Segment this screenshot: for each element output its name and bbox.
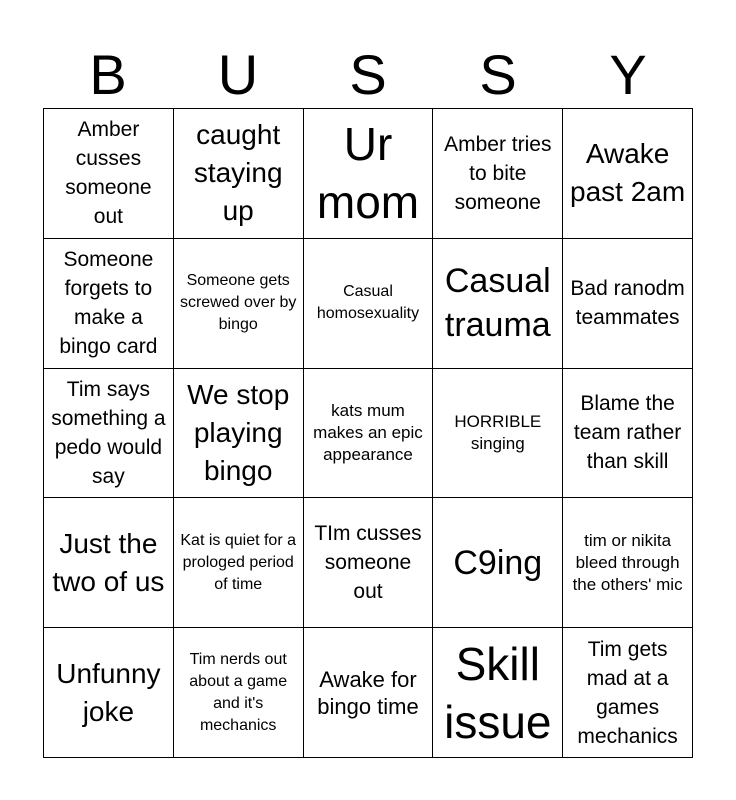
bingo-cell[interactable] (563, 109, 693, 239)
bingo-cell[interactable] (563, 369, 693, 499)
bingo-cell[interactable] (174, 239, 304, 369)
bingo-cell-text: Kat is quiet for a prologed period of time (180, 531, 296, 593)
bingo-cell[interactable] (563, 498, 693, 628)
bingo-cell[interactable] (174, 628, 304, 758)
bingo-cell-text: Tim nerds out about a game and it's mechanics (189, 650, 288, 734)
bingo-cell-text: Amber cusses someone out (65, 118, 152, 229)
bingo-cell[interactable] (304, 369, 434, 499)
bingo-cell-text: tim or nikita bleed through the others' mic (572, 530, 683, 594)
bingo-cell[interactable] (44, 109, 174, 239)
bingo-cell-text: HORRIBLE singing (454, 411, 542, 453)
bingo-cell-text: Awake past 2am (570, 138, 686, 208)
bingo-cell[interactable] (174, 498, 304, 628)
bingo-cell-text: Tim gets mad at a games mechanics (577, 637, 678, 748)
bingo-header (43, 42, 693, 108)
header-letter-b: B (89, 43, 127, 106)
bingo-cell-text: Tim says something a pedo would say (51, 377, 166, 488)
bingo-cell-text: Awake for bingo time (317, 666, 419, 719)
bingo-board (43, 108, 693, 758)
header-letter-s: S (349, 43, 387, 106)
bingo-cell-text: Unfunny joke (56, 657, 161, 727)
bingo-cell-text: kats mum makes an epic appearance (313, 400, 423, 464)
bingo-cell-text: Bad ranodm teammates (570, 277, 685, 330)
bingo-cell-text: Someone forgets to make a bingo card (59, 248, 158, 359)
bingo-cell-text: Ur mom (316, 118, 420, 229)
bingo-cell[interactable] (433, 109, 563, 239)
bingo-cell[interactable] (174, 369, 304, 499)
bingo-cell-text: We stop playing bingo (187, 378, 290, 486)
bingo-cell-text: caught staying up (193, 119, 283, 227)
header-letter-u: U (217, 43, 259, 106)
bingo-cell[interactable] (44, 498, 174, 628)
bingo-cell[interactable] (563, 628, 693, 758)
bingo-cell-text: Casual trauma (444, 262, 551, 345)
bingo-cell[interactable] (44, 628, 174, 758)
bingo-cell-text: C9ing (453, 543, 543, 582)
bingo-cell[interactable] (44, 239, 174, 369)
bingo-cell[interactable] (44, 369, 174, 499)
bingo-cell[interactable] (174, 109, 304, 239)
bingo-cell[interactable] (304, 239, 434, 369)
header-letter-s-2: S (479, 43, 517, 106)
bingo-cell[interactable] (563, 239, 693, 369)
bingo-cell-text: TIm cusses someone out (314, 522, 422, 604)
bingo-cell[interactable] (304, 628, 434, 758)
bingo-cell-text: Just the two of us (52, 527, 165, 597)
bingo-cell[interactable] (433, 239, 563, 369)
bingo-cell[interactable] (433, 369, 563, 499)
header-letter-y: Y (609, 43, 647, 106)
bingo-cell-text: Amber tries to bite someone (444, 132, 552, 214)
bingo-cell[interactable] (304, 498, 434, 628)
bingo-cell-text: Casual homosexuality (316, 283, 420, 323)
bingo-cell[interactable] (433, 498, 563, 628)
bingo-cell[interactable] (304, 109, 434, 239)
bingo-cell-text: Blame the team rather than skill (573, 392, 682, 474)
bingo-cell-text: Someone gets screwed over by bingo (179, 272, 297, 334)
bingo-cell-text: Skill issue (444, 637, 552, 748)
bingo-cell[interactable] (433, 628, 563, 758)
